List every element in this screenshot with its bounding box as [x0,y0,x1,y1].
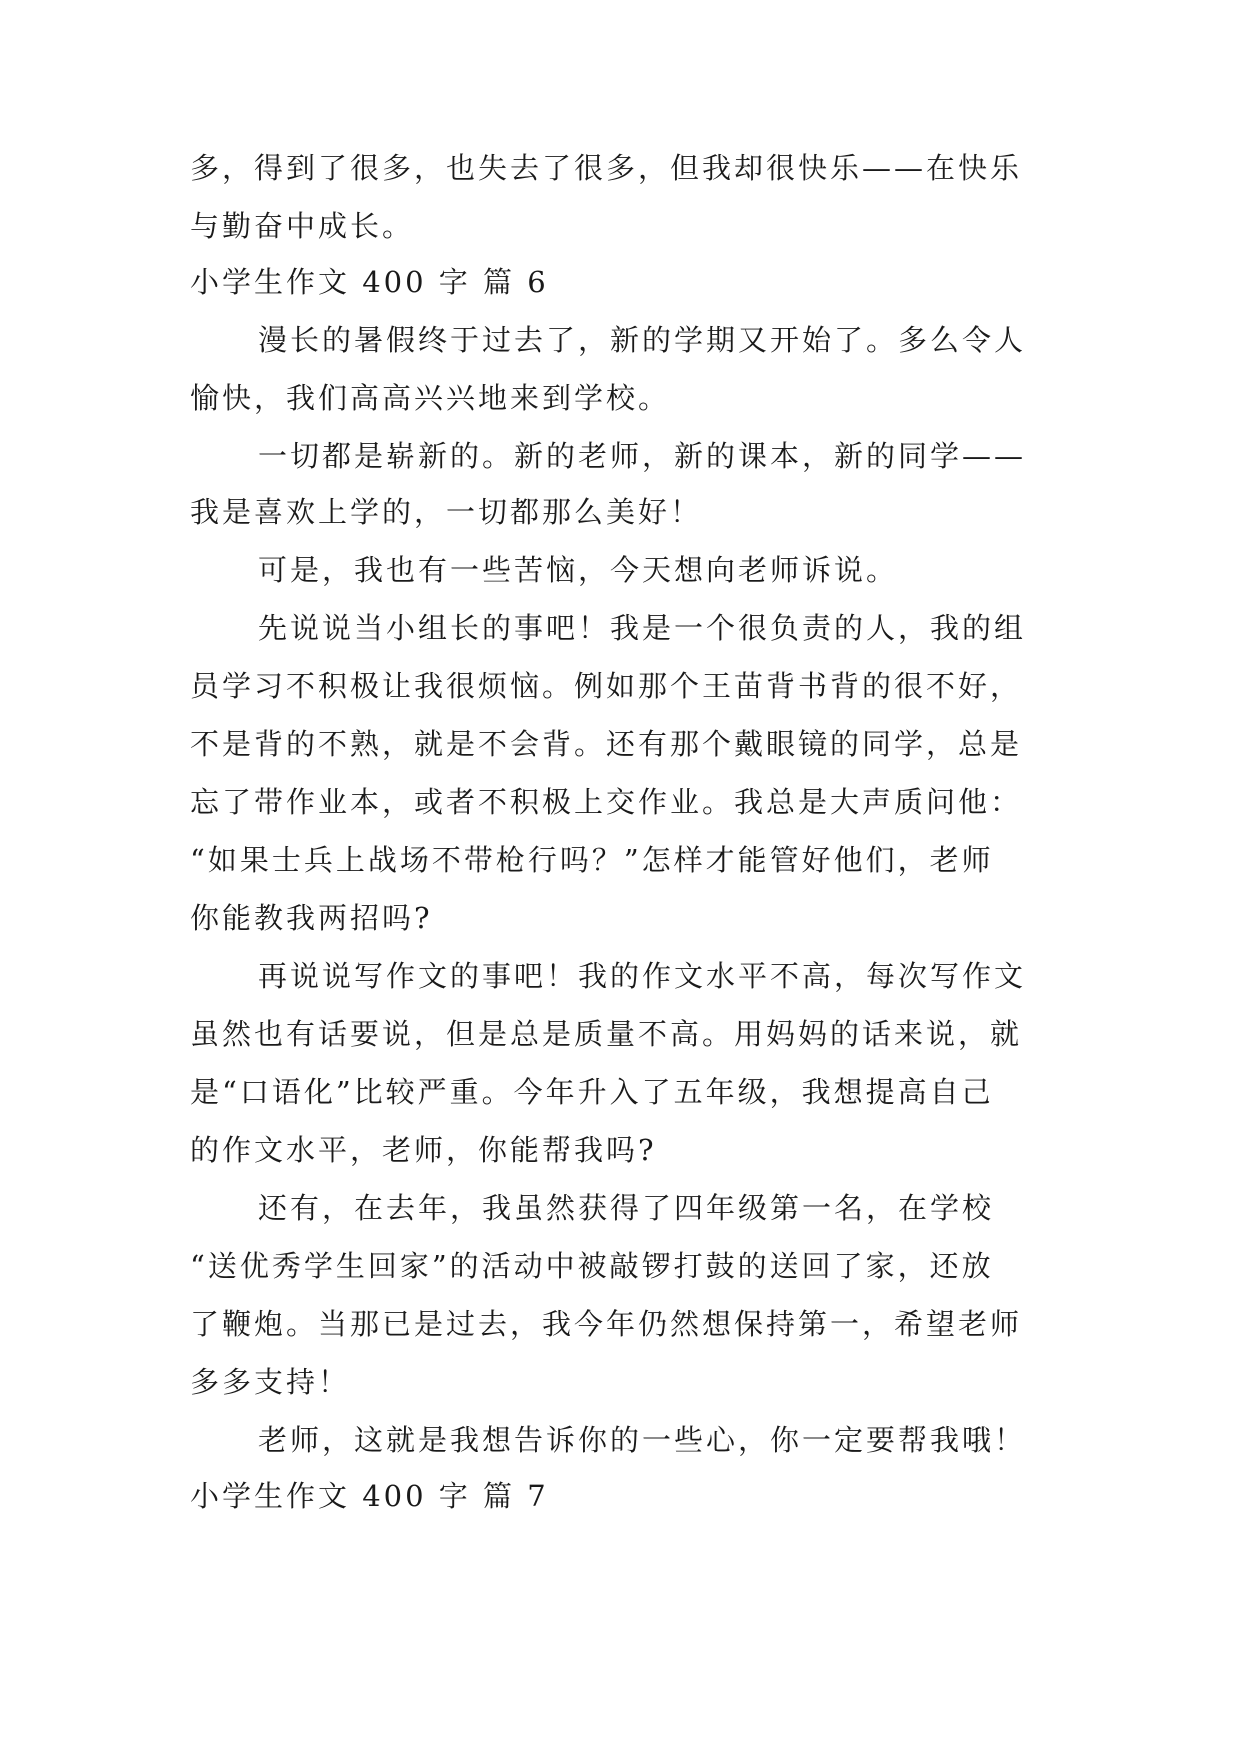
text-line: 愉快，我们高高兴兴地来到学校。 [190,381,671,415]
text-line: 忘了带作业本，或者不积极上交作业。我总是大声质问他： [190,785,1023,819]
paragraph-first-line: 还有，在去年，我虽然获得了四年级第一名，在学校 [258,1191,995,1225]
text-line: 不是背的不熟，就是不会背。还有那个戴眼镜的同学，总是 [190,727,1023,761]
paragraph-first-line: 一切都是崭新的。新的老师，新的课本，新的同学—— [258,439,1027,473]
text-line: 你能教我两招吗? [190,901,433,935]
paragraph-first-line: 先说说当小组长的事吧！我是一个很负责的人，我的组 [258,611,1027,645]
text-line: “如果士兵上战场不带枪行吗？”怎样才能管好他们，老师 [190,843,994,877]
paragraph-first-line: 再说说写作文的事吧！我的作文水平不高，每次写作文 [258,959,1027,993]
text-line: 与勤奋中成长。 [190,209,415,243]
text-line: “送优秀学生回家”的活动中被敲锣打鼓的送回了家，还放 [190,1249,994,1283]
text-line: 我是喜欢上学的，一切都那么美好！ [190,495,703,529]
paragraph-first-line: 漫长的暑假终于过去了，新的学期又开始了。多么令人 [258,323,1027,357]
paragraph-first-line: 可是，我也有一些苦恼，今天想向老师诉说。 [258,553,899,587]
text-line: 员学习不积极让我很烦恼。例如那个王苗背书背的很不好， [190,669,1023,703]
text-line: 虽然也有话要说，但是总是质量不高。用妈妈的话来说，就 [190,1017,1023,1051]
paragraph-first-line: 老师，这就是我想告诉你的一些心，你一定要帮我哦！ [258,1423,1027,1457]
section-heading: 小学生作文 400 字 篇 6 [190,265,549,299]
section-heading: 小学生作文 400 字 篇 7 [190,1479,549,1513]
text-line: 了鞭炮。当那已是过去，我今年仍然想保持第一，希望老师 [190,1307,1023,1341]
text-line: 多多支持！ [190,1365,351,1399]
text-line: 是“口语化”比较严重。今年升入了五年级，我想提高自己 [190,1075,994,1109]
text-line: 的作文水平，老师，你能帮我吗? [190,1133,657,1167]
text-line: 多，得到了很多，也失去了很多，但我却很快乐——在快乐 [190,151,1023,185]
